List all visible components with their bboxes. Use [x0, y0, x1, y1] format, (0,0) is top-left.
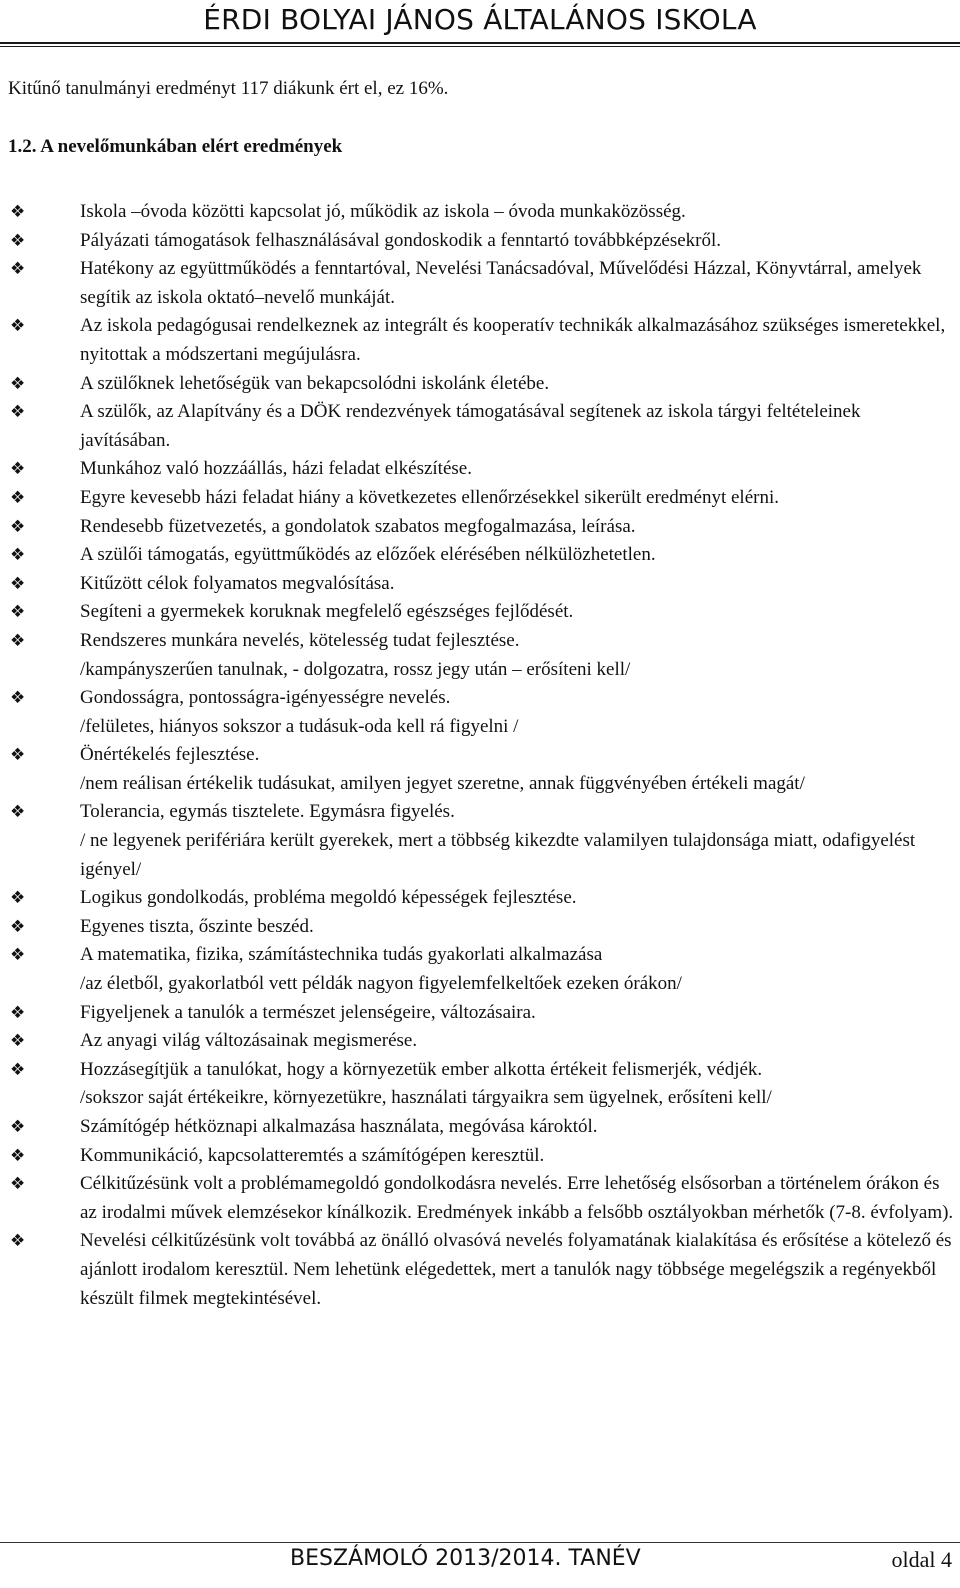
diamond-bullet-icon: ❖	[10, 1145, 26, 1166]
list-item-text: / ne legyenek perifériára került gyerekek, mert a többség kikezdte valamilyen tulajdonsága miatt, odafigyelést igényel/	[80, 830, 916, 880]
list-item-text: Az anyagi világ változásainak megismerése.	[80, 1030, 418, 1052]
diamond-bullet-icon: ❖	[10, 516, 26, 537]
diamond-bullet-icon: ❖	[10, 1117, 26, 1137]
list-item-text: Célkitűzésünk volt a problémamegoldó gondolkodásra nevelés. Erre lehetőség elsősorban a történelem órákon és az irodalmi művek elemzésekor kínálkozik. Eredmények inkább a felsőbb osztályokban mérhetők (7-8. évfolyam).	[80, 1173, 954, 1223]
footer-title: BESZÁMOLÓ 2013/2014. TANÉV	[290, 1546, 641, 1571]
list-item	[8, 684, 954, 713]
list-item-text: Rendesebb füzetvezetés, a gondolatok szabatos megfogalmazása, leírása.	[80, 515, 636, 537]
list-item-text: Önértékelés fejlesztése.	[80, 744, 260, 766]
section-heading: 1.2. A nevelőmunkában elért eredmények	[8, 136, 343, 157]
list-item-text: Egyre kevesebb házi feladat hiány a következetes ellenőrzésekkel sikerült eredményt elérni.	[80, 486, 779, 508]
list-item	[8, 798, 954, 827]
list-item	[8, 1227, 954, 1313]
list-item-text: Hatékony az együttműködés a fenntartóval, Nevelési Tanácsadóval, Művelődési Házzal, Könyvtárral, amelyek segítik az iskola oktató–nevelő munkáját.	[80, 258, 922, 308]
list-item-text: Rendszeres munkára nevelés, kötelesség tudat fejlesztése.	[80, 629, 520, 651]
list-item	[8, 627, 954, 656]
diamond-bullet-icon: ❖	[10, 1059, 26, 1080]
diamond-bullet-icon: ❖	[10, 487, 26, 508]
header-title: ÉRDI BOLYAI JÁNOS ÁLTALÁNOS ISKOLA	[203, 3, 757, 36]
diamond-bullet-icon: ❖	[10, 373, 26, 394]
list-item	[8, 255, 954, 312]
list-item-text: Hozzásegítjük a tanulókat, hogy a környezetük ember alkotta értékeit felismerjék, védjék.	[80, 1058, 763, 1080]
list-item	[8, 1027, 954, 1056]
list-item	[8, 513, 954, 542]
diamond-bullet-icon: ❖	[10, 1002, 26, 1023]
list-item	[8, 312, 954, 369]
list-item	[8, 1113, 954, 1142]
list-item-note	[8, 827, 954, 884]
diamond-bullet-icon: ❖	[10, 573, 26, 594]
diamond-bullet-icon: ❖	[10, 202, 26, 222]
diamond-bullet-icon: ❖	[10, 1231, 26, 1252]
results-list	[8, 198, 954, 1313]
list-item	[8, 741, 954, 770]
list-item	[8, 570, 954, 599]
list-item-text: Tolerancia, egymás tisztelete. Egymásra figyelés.	[80, 801, 455, 823]
list-item-text: Nevelési célkitűzésünk volt továbbá az önálló olvasóvá nevelés folyamatának kialakítása és erősítése a kötelező és ajánlott irodalom keresztül. Nem lehetünk elégedettek, mert a tanulók nagy többsége megelégszik a regényekből készült filmek megtekintésével.	[80, 1230, 952, 1309]
diamond-bullet-icon: ❖	[10, 259, 26, 280]
list-item	[8, 913, 954, 942]
list-item	[8, 484, 954, 513]
diamond-bullet-icon: ❖	[10, 888, 26, 909]
list-item-note	[8, 970, 954, 999]
diamond-bullet-icon: ❖	[10, 1031, 26, 1052]
list-item-text: Pályázati támogatások felhasználásával gondoskodik a fenntartó továbbképzésekről.	[80, 229, 722, 251]
list-item-note	[8, 713, 954, 742]
list-item	[8, 598, 954, 627]
diamond-bullet-icon: ❖	[10, 459, 26, 480]
diamond-bullet-icon: ❖	[10, 402, 26, 423]
list-item-text: Iskola –óvoda közötti kapcsolat jó, működik az iskola – óvoda munkaközösség.	[80, 201, 686, 222]
list-item-text: Munkához való hozzáállás, házi feladat elkészítése.	[80, 458, 472, 480]
list-item	[8, 455, 954, 484]
diamond-bullet-icon: ❖	[10, 316, 26, 337]
list-item-text: /nem reálisan értékelik tudásukat, amilyen jegyet szeretne, annak függvényében értékeli magát/	[80, 772, 805, 794]
list-item-text: /felületes, hiányos sokszor a tudásuk-oda kell rá figyelni /	[80, 715, 519, 737]
diamond-bullet-icon: ❖	[10, 1174, 26, 1195]
header-divider	[0, 42, 960, 47]
diamond-bullet-icon: ❖	[10, 630, 26, 651]
list-item-text: /az életből, gyakorlatból vett példák nagyon figyelemfelkeltőek ezeken órákon/	[80, 973, 682, 995]
list-item	[8, 541, 954, 570]
list-item-note	[8, 1084, 954, 1113]
list-item	[8, 227, 954, 256]
diamond-bullet-icon: ❖	[10, 602, 26, 623]
list-item-text: Az iskola pedagógusai rendelkeznek az integrált és kooperatív technikák alkalmazásához szükséges ismeretekkel, nyitottak a módszertani megújulásra.	[80, 315, 946, 365]
list-item	[8, 1170, 954, 1227]
list-item-text: Számítógép hétköznapi alkalmazása használata, megóvása károktól.	[80, 1116, 598, 1137]
list-item	[8, 398, 954, 455]
footer-divider	[0, 1542, 960, 1543]
list-item-text: Egyenes tiszta, őszinte beszéd.	[80, 915, 314, 937]
list-item-note	[8, 770, 954, 799]
list-item	[8, 1056, 954, 1085]
diamond-bullet-icon: ❖	[10, 230, 26, 251]
list-item	[8, 1142, 954, 1171]
diamond-bullet-icon: ❖	[10, 916, 26, 937]
list-item-text: Gondosságra, pontosságra-igényességre nevelés.	[80, 687, 451, 709]
diamond-bullet-icon: ❖	[10, 945, 26, 966]
list-item-text: /sokszor saját értékeikre, környezetükre, használati tárgyaikra sem ügyelnek, erősíteni kell/	[80, 1087, 772, 1109]
diamond-bullet-icon: ❖	[10, 688, 26, 709]
list-item-text: Kommunikáció, kapcsolatteremtés a számítógépen keresztül.	[80, 1144, 545, 1166]
diamond-bullet-icon: ❖	[10, 545, 26, 566]
list-item	[8, 370, 954, 399]
list-item	[8, 198, 954, 227]
list-item-text: Logikus gondolkodás, probléma megoldó képességek fejlesztése.	[80, 887, 577, 909]
page-number: oldal 4	[891, 1547, 952, 1572]
list-item-note	[8, 656, 954, 685]
list-item-text: Kitűzött célok folyamatos megvalósítása.	[80, 572, 395, 594]
list-item-text: A szülők, az Alapítvány és a DÖK rendezvények támogatásával segítenek az iskola tárgyi feltételeinek javításában.	[80, 401, 861, 451]
diamond-bullet-icon: ❖	[10, 745, 26, 766]
list-item-text: A szülői támogatás, együttműködés az előzőek elérésében nélkülözhetetlen.	[80, 544, 656, 566]
diamond-bullet-icon: ❖	[10, 802, 26, 823]
list-item-text: Figyeljenek a tanulók a természet jelenségeire, változásaira.	[80, 1001, 536, 1023]
list-item-text: /kampányszerűen tanulnak, - dolgozatra, rossz jegy után – erősíteni kell/	[80, 658, 631, 680]
list-item	[8, 884, 954, 913]
list-item-text: A matematika, fizika, számítástechnika tudás gyakorlati alkalmazása	[80, 944, 603, 966]
list-item	[8, 941, 954, 970]
intro-paragraph: Kitűnő tanulmányi eredményt 117 diákunk ért el, ez 16%.	[8, 78, 449, 99]
list-item	[8, 999, 954, 1028]
list-item-text: A szülőknek lehetőségük van bekapcsolódni iskolánk életébe.	[80, 372, 550, 394]
list-item-text: Segíteni a gyermekek koruknak megfelelő egészséges fejlődését.	[80, 601, 574, 623]
